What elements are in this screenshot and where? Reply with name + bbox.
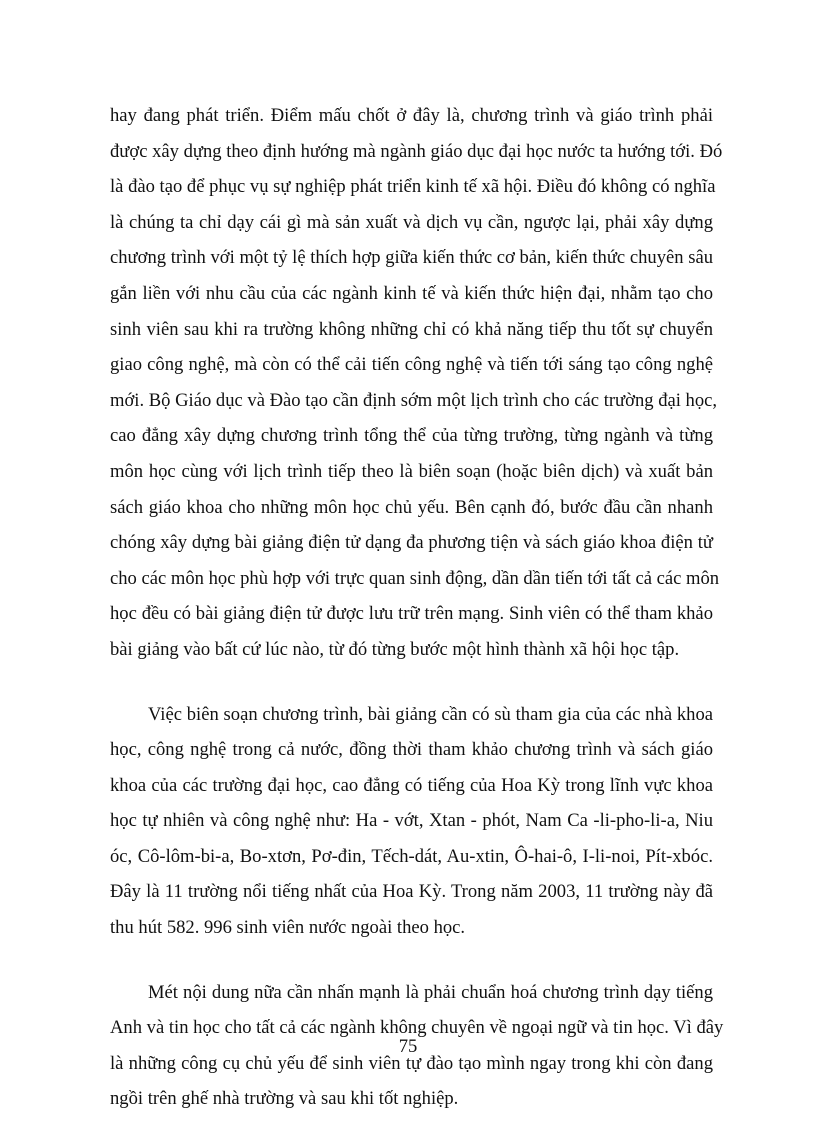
text-line: học, công nghệ trong cả nước, đồng thời tham khảo chương trình và sách giáo (110, 739, 713, 761)
paragraph-2 (110, 697, 713, 946)
paragraph-1 (110, 98, 723, 668)
text-line: bài giảng vào bất cứ lúc nào, từ đó từng bước một hình thành xã hội học tập. (110, 638, 680, 660)
text-line: là những công cụ chủ yếu để sinh viên tự đào tạo mình ngay trong khi còn đang (110, 1052, 713, 1074)
text-line: sách giáo khoa cho những môn học chủ yếu. Bên cạnh đó, bước đầu cần nhanh (110, 496, 713, 518)
text-line: óc, Cô-lôm-bi-a, Bo-xtơn, Pơ-đin, Tếch-dát, Au-xtin, Ô-hai-ô, I-li-noi, Pít-xbóc. (110, 845, 713, 867)
text-line: gắn liền với nhu cầu của các ngành kinh tế và kiến thức hiện đại, nhằm tạo cho (110, 282, 713, 304)
page-number: 75 (398, 1036, 418, 1057)
text-line: khoa của các trường đại học, cao đẳng có tiếng của Hoa Kỳ trong lĩnh vực khoa (110, 774, 713, 796)
text-line: thu hút 582. 996 sinh viên nước ngoài theo học. (110, 917, 466, 939)
text-line: môn học cùng với lịch trình tiếp theo là biên soạn (hoặc biên dịch) và xuất bản (110, 460, 713, 482)
text-line: chương trình với một tỷ lệ thích hợp giữa kiến thức cơ bản, kiến thức chuyên sâu (110, 247, 713, 269)
text-line: học tự nhiên và công nghệ như: Ha - vớt, Xtan - phót, Nam Ca -li-pho-li-a, Niu (110, 810, 713, 832)
text-line: giao công nghệ, mà còn có thể cải tiến công nghệ và tiến tới sáng tạo công nghệ (110, 354, 713, 376)
text-line: hay đang phát triển. Điểm mấu chốt ở đây là, chương trình và giáo trình phải (110, 105, 713, 126)
document-body (110, 98, 724, 1117)
text-line: Anh và tin học cho tất cả các ngành không chuyên về ngoại ngữ và tin học. Vì đây (110, 1017, 724, 1039)
text-line: là chúng ta chỉ dạy cái gì mà sản xuất và dịch vụ cần, ngược lại, phải xây dựng (110, 211, 713, 233)
text-line: Đây là 11 trường nổi tiếng nhất của Hoa Kỳ. Trong năm 2003, 11 trường này đã (110, 881, 713, 903)
text-line: Việc biên soạn chương trình, bài giảng cần có sù tham gia của các nhà khoa (148, 703, 713, 725)
text-line: sinh viên sau khi ra trường không những chỉ có khả năng tiếp thu tốt sự chuyển (110, 318, 713, 340)
text-line: Mét nội dung nữa cần nhấn mạnh là phải chuẩn hoá chương trình dạy tiếng (148, 981, 713, 1003)
text-line: mới. Bộ Giáo dục và Đào tạo cần định sớm một lịch trình cho các trường đại học, (110, 389, 718, 411)
text-line: được xây dựng theo định hướng mà ngành giáo dục đại học nước ta hướng tới. Đó (110, 140, 723, 162)
text-line: học đều có bài giảng điện tử được lưu trữ trên mạng. Sinh viên có thể tham khảo (110, 603, 713, 625)
text-line: cho các môn học phù hợp với trực quan sinh động, dần dần tiến tới tất cả các môn (110, 567, 720, 589)
text-line: cao đẳng xây dựng chương trình tổng thể của từng trường, từng ngành và từng (110, 425, 713, 447)
text-line: là đào tạo để phục vụ sự nghiệp phát triển kinh tế xã hội. Điều đó không có nghĩa (110, 176, 716, 198)
text-line: ngồi trên ghế nhà trường và sau khi tốt nghiệp. (110, 1088, 459, 1110)
text-line: chóng xây dựng bài giảng điện tử dạng đa phương tiện và sách giáo khoa điện tử (110, 532, 713, 554)
